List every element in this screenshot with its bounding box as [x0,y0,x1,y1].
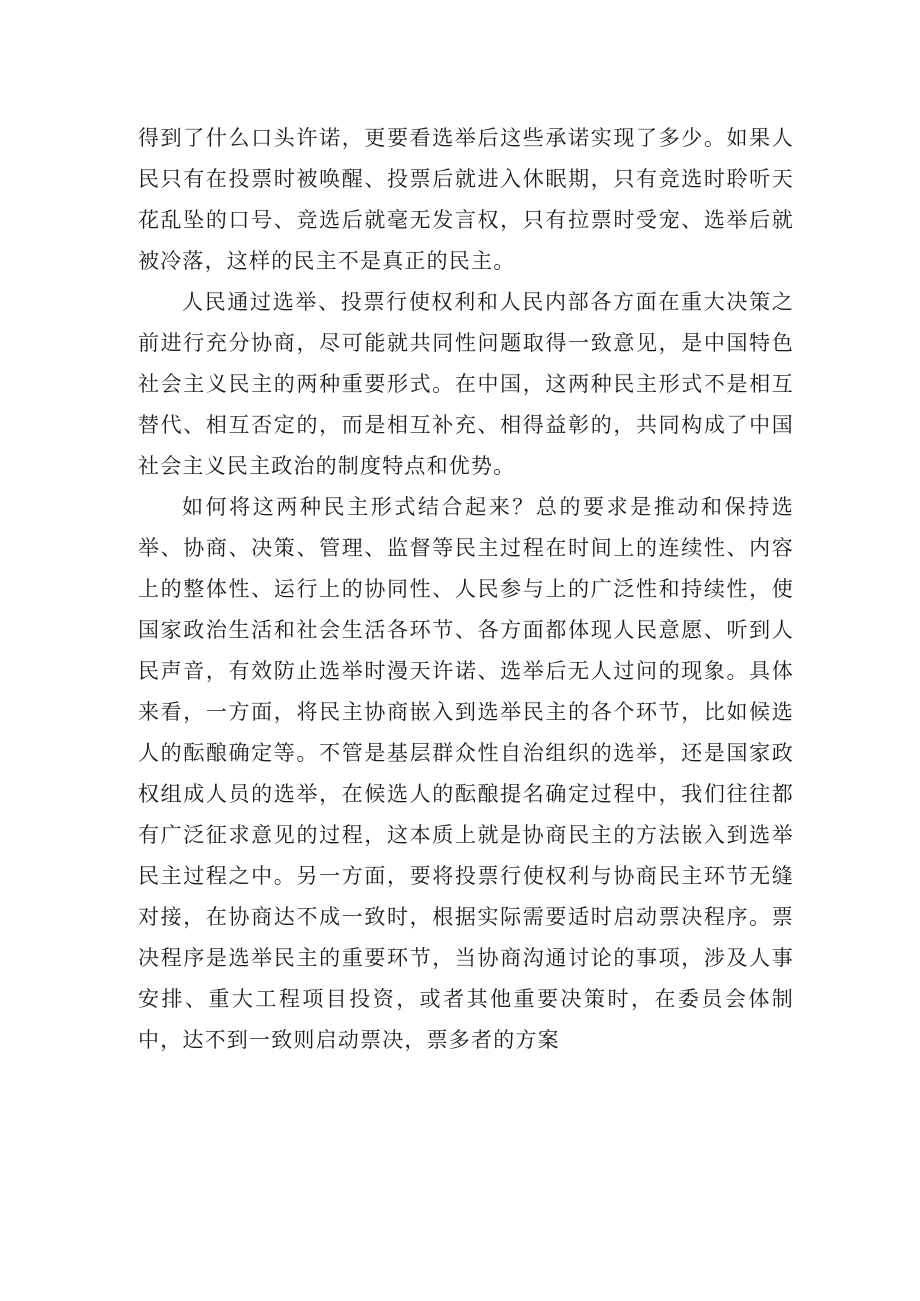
paragraph-3: 如何将这两种民主形式结合起来？总的要求是推动和保持选举、协商、决策、管理、监督等民主过程在时间上的连续性、内容上的整体性、运行上的协同性、人民参与上的广泛性和持续性，使国家政治生活和社会生活各环节、各方面都体现人民意愿、听到人民声音，有效防止选举时漫天许诺、选举后无人过问的现象。具体来看，一方面，将民主协商嵌入到选举民主的各个环节，比如候选人的酝酿确定等。不管是基层群众性自治组织的选举，还是国家政权组成人员的选举，在候选人的酝酿提名确定过程中，我们往往都有广泛征求意见的过程，这本质上就是协商民主的方法嵌入到选举民主过程之中。另一方面，要将投票行使权利与协商民主环节无缝对接，在协商达不成一致时，根据实际需要适时启动票决程序。票决程序是选举民主的重要环节，当协商沟通讨论的事项，涉及人事安排、重大工程项目投资，或者其他重要决策时，在委员会体制中，达不到一致则启动票决，票多者的方案 [138,495,794,1052]
paragraph-2: 人民通过选举、投票行使权利和人民内部各方面在重大决策之前进行充分协商，尽可能就共同性问题取得一致意见，是中国特色社会主义民主的两种重要形式。在中国，这两种民主形式不是相互替代、相互否定的，而是相互补充、相得益彰的，共同构成了中国社会主义民主政治的制度特点和优势。 [138,290,794,478]
document-body [138,118,794,1061]
paragraph-1: 得到了什么口头许诺，更要看选举后这些承诺实现了多少。如果人民只有在投票时被唤醒、投票后就进入休眠期，只有竞选时聆听天花乱坠的口号、竞选后就毫无发言权，只有拉票时受宠、选举后就被冷落，这样的民主不是真正的民主。 [138,126,794,273]
